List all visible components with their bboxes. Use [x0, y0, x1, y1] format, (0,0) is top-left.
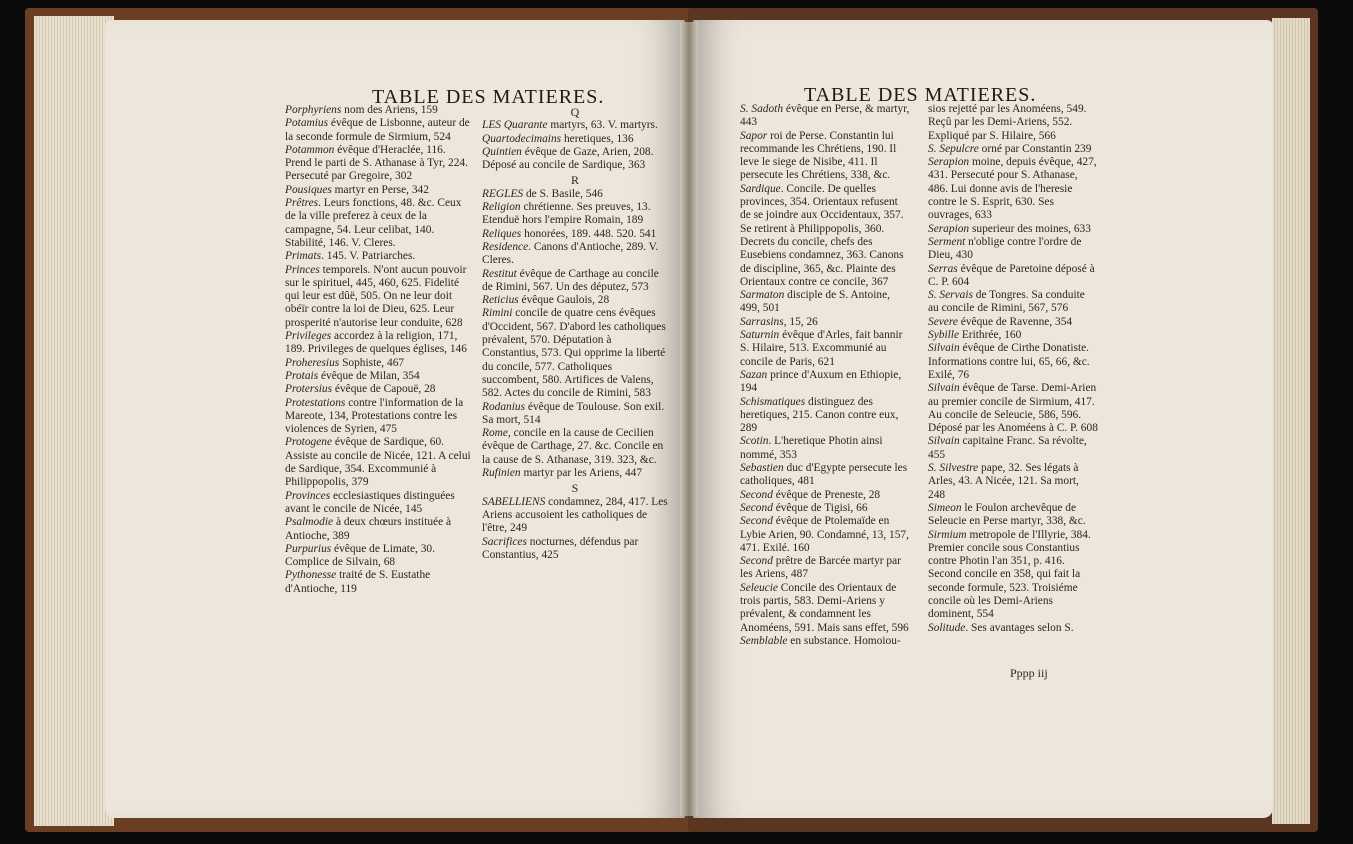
entry-keyword: Second	[740, 555, 773, 568]
left-column-1	[285, 104, 471, 596]
entry-keyword: LES Quarante	[482, 119, 548, 132]
page-edges-left	[34, 16, 114, 826]
entry-text: . L'heretique Photin ainsi nommé, 353	[740, 435, 883, 461]
entry-text: orné par Constantin 239	[978, 142, 1092, 155]
index-entry	[482, 401, 668, 428]
entry-text: . Leurs fonctions, 48. &c. Ceux de la ville preferez à ceux de la campagne, 54. Leur celibat, 140. Stabilité, 146. V. Cleres.	[285, 197, 462, 249]
index-entry	[928, 103, 1098, 143]
section-s-entries	[482, 496, 668, 562]
entry-text: martyrs, 63. V. martyrs.	[547, 119, 658, 132]
index-entry	[928, 236, 1098, 263]
entry-keyword: Potamius	[285, 117, 329, 130]
index-entry	[928, 502, 1098, 529]
entry-keyword: S. Silvestre	[928, 462, 979, 475]
entry-text: prince d'Auxum en Ethiopie, 194	[740, 368, 902, 395]
entry-text: . Ses avantages selon S.	[965, 621, 1074, 634]
entry-text: en substance. Homoiou-	[787, 634, 901, 647]
entry-keyword: Protestations	[285, 396, 346, 409]
book-gutter	[680, 22, 698, 816]
entry-keyword: Silvain	[928, 342, 960, 355]
entry-text: nom des Ariens, 159	[341, 104, 438, 116]
index-entry	[482, 241, 668, 268]
index-entry	[482, 201, 668, 228]
index-entry	[285, 397, 471, 437]
right-page-header: TABLE DES MATIERES.	[804, 84, 1037, 106]
entry-keyword: Sapor	[740, 129, 768, 142]
entry-keyword: Quartodecimains	[482, 132, 562, 145]
entry-text: condamnez, 284, 417. Les Ariens accusoient les catholiques de l'être, 249	[482, 495, 668, 535]
entry-keyword: Semblable	[740, 634, 788, 647]
entry-text: roi de Perse. Constantin lui recommande les Chrétiens, 190. Il leve le siege de Nisibe, 411. Il persecute les Chrétiens, 338, &c.	[740, 129, 897, 182]
entry-keyword: Porphyriens	[285, 104, 342, 116]
entry-text: ecclesiastiques distinguées avant le concile de Nicée, 145	[285, 489, 455, 515]
index-entry	[482, 467, 668, 480]
entry-text: de Tongres. Sa conduite au concile de Rimini, 567, 576	[928, 289, 1085, 315]
entry-keyword: Sirmium	[928, 528, 967, 541]
entry-keyword: Purpurius	[285, 542, 332, 555]
index-entry	[740, 635, 910, 648]
entry-text: évêque de Tarse. Demi-Arien au premier concile de Sirmium, 417. Au concile de Seleucie, 586, 596. Déposé par les Anoméens à C. P. 608	[928, 382, 1098, 435]
entry-keyword: Seleucie	[740, 581, 778, 594]
index-entry	[928, 342, 1098, 382]
entry-text: évêque en Perse, & martyr, 443	[740, 103, 910, 129]
entry-keyword: Serapion	[928, 156, 970, 169]
index-entry	[285, 569, 471, 596]
index-entry	[482, 427, 668, 467]
entry-text: concile de quatre cens évêques d'Occident, 567. D'abord les catholiques prévalent, 570. Députation à Constantius, 573. Qui opprime la liberté du concile, 577. Catholiques succombent, 580. Artifices de Valens, 582. Actes du concile de Rimini, 583	[482, 307, 666, 400]
entry-keyword: S. Servais	[928, 289, 973, 302]
entry-keyword: Pythonesse	[285, 569, 337, 582]
entry-text: n'oblige contre l'ordre de Dieu, 430	[928, 235, 1082, 262]
index-entry	[482, 307, 668, 400]
entry-text: . 145. V. Patriarches.	[321, 250, 416, 263]
index-entry	[740, 369, 910, 396]
entry-text: de S. Basile, 546	[523, 187, 603, 200]
right-column-1	[740, 103, 910, 648]
entry-keyword: Sardique	[740, 182, 781, 195]
index-entry	[285, 184, 471, 197]
entry-text: à deux chœurs instituée à Antioche, 389	[285, 516, 452, 542]
index-entry	[928, 435, 1098, 462]
section-letter-q: Q	[570, 105, 580, 119]
index-entry	[740, 329, 910, 369]
index-entry	[285, 490, 471, 517]
entry-keyword: Severe	[928, 315, 958, 328]
index-entry	[740, 435, 910, 462]
right-column-2	[928, 103, 1098, 635]
entry-keyword: Potammon	[285, 143, 335, 156]
entry-keyword: Serapion	[928, 222, 970, 235]
entry-keyword: Protogene	[285, 436, 333, 449]
entry-text: sios rejetté par les Anoméens, 549. Reçû par les Demi-Ariens, 552. Expliqué par S. Hilaire, 566	[928, 103, 1087, 142]
index-entry	[285, 250, 471, 263]
entry-keyword: SABELLIENS	[482, 495, 546, 508]
entry-text: capitaine Franc. Sa révolte, 455	[928, 435, 1087, 461]
index-entry	[740, 130, 910, 183]
entry-keyword: Primats	[285, 250, 322, 263]
entry-text: Sophiste, 467	[339, 356, 405, 369]
entry-text: , 15, 26	[783, 315, 818, 328]
index-entry	[928, 263, 1098, 290]
entry-text: évêque de Carthage au concile de Rimini, 567. Un des députez, 573	[482, 267, 659, 293]
entry-text: évêque de Toulouse. Son exil. Sa mort, 514	[482, 400, 665, 426]
index-entry	[928, 156, 1098, 222]
entry-text: le Foulon archevêque de Seleucie en Perse martyr, 338, &c.	[928, 501, 1086, 528]
entry-text: traité de S. Eustathe d'Antioche, 119	[285, 569, 431, 595]
entry-text: évêque de Limate, 30. Complice de Silvain, 68	[285, 542, 435, 569]
entry-keyword: Provinces	[285, 489, 331, 502]
entry-text: évêque de Capouë, 28	[332, 383, 436, 396]
entry-keyword: S. Sepulcre	[928, 142, 979, 155]
entry-keyword: Second	[740, 501, 773, 514]
index-entry	[285, 516, 471, 543]
entry-text: évêque de Tigisi, 66	[772, 501, 868, 514]
entry-text: évêque de Ravenne, 354	[957, 315, 1073, 328]
entry-text: honorées, 189. 448. 520. 541	[521, 227, 657, 240]
index-entry	[482, 228, 668, 241]
entry-keyword: Rufinien	[482, 467, 521, 480]
entry-keyword: Residence	[482, 240, 529, 253]
entry-keyword: Rimini	[482, 307, 513, 320]
index-entry	[740, 515, 910, 555]
index-entry	[928, 143, 1098, 156]
index-entry	[482, 146, 668, 173]
entry-text: prêtre de Barcée martyr par les Ariens, 487	[740, 555, 901, 581]
entry-keyword: Reliques	[482, 227, 522, 240]
entry-keyword: Reticius	[482, 294, 519, 307]
entry-text: metropole de l'Illyrie, 384. Premier concile sous Constantius contre Photin l'an 351, p. 416. Second concile en 358, qui fait la seconde formule, 523. Troisiéme concile où les Demi-Ariens dominent, 554	[928, 528, 1091, 621]
entry-text: évêque de Sardique, 60. Assiste au concile de Nicée, 121. A celui de Sardique, 354. Excommunié à Philippopolis, 379	[285, 436, 471, 489]
index-entry	[740, 462, 910, 489]
entry-keyword: Quintien	[482, 145, 522, 158]
index-entry	[740, 289, 910, 316]
index-entry	[928, 622, 1098, 635]
entry-text: évêque de Cirthe Donatiste. Informations contre lui, 65, 66, &c. Exilé, 76	[928, 342, 1090, 381]
section-letter-s: S	[571, 481, 579, 496]
entry-keyword: Privileges	[285, 330, 332, 343]
index-entry	[482, 133, 668, 146]
index-entry	[928, 329, 1098, 342]
entry-text: superieur des moines, 633	[969, 222, 1091, 235]
entry-keyword: Pousiques	[285, 183, 332, 196]
section-q-entries	[482, 119, 668, 172]
entry-text: martyr par les Ariens, 447	[520, 467, 643, 480]
index-entry	[928, 316, 1098, 329]
entry-text: . Canons d'Antioche, 289. V. Cleres.	[482, 240, 659, 267]
index-entry	[928, 529, 1098, 622]
index-entry	[740, 582, 910, 635]
entry-keyword: Scotin	[740, 435, 769, 448]
index-entry	[285, 330, 471, 357]
entry-text: Concile des Orientaux de trois partis, 583. Demi-Ariens y prévalent, & condamnent les Anoméens, 591. Mais sans effet, 596	[740, 581, 909, 634]
entry-text: évêque d'Arles, fait bannir S. Hilaire, 513. Excommunié au concile de Paris, 621	[740, 329, 903, 368]
entry-text: distinguez des heretiques, 215. Canon contre eux, 289	[740, 395, 899, 435]
index-entry	[482, 496, 668, 536]
index-entry	[285, 383, 471, 396]
index-entry	[285, 104, 471, 117]
section-letter-r: R	[570, 173, 579, 188]
index-entry	[928, 382, 1098, 435]
entry-keyword: Restitut	[482, 267, 517, 280]
index-entry	[285, 436, 471, 489]
index-entry	[928, 462, 1098, 502]
index-entry	[285, 357, 471, 370]
index-entry	[285, 144, 471, 184]
index-entry	[482, 119, 668, 132]
entry-keyword: Silvain	[928, 435, 960, 448]
entry-text: évêque de Preneste, 28	[772, 488, 881, 501]
entry-keyword: Second	[740, 488, 773, 501]
entry-text: évêque de Milan, 354	[318, 369, 420, 382]
entry-keyword: Rome	[482, 427, 508, 440]
entry-text: , concile en la cause de Cecilien évêque de Carthage, 27. &c. Concile en la cause de S. Athanase, 319. 323, &c.	[482, 427, 664, 466]
entry-text: chrétienne. Ses preuves, 13. Etenduë hors l'empire Romain, 189	[482, 201, 651, 227]
index-entry	[740, 183, 910, 289]
index-entry	[740, 103, 910, 130]
left-page-header: TABLE DES MATIERES.	[372, 86, 605, 108]
entry-keyword: Schismatiques	[740, 395, 806, 408]
entry-text: contre l'information de la Mareote, 134, Protestations contre les violences de Syrien, 475	[285, 396, 464, 436]
index-entry	[928, 289, 1098, 316]
entry-keyword: Sazan	[740, 368, 768, 381]
entry-text: pape, 32. Ses légats à Arles, 43. A Nicée, 121. Sa mort, 248	[928, 462, 1079, 501]
entry-text: martyr en Perse, 342	[331, 183, 429, 196]
index-entry	[482, 294, 668, 307]
entry-keyword: Serras	[928, 262, 958, 275]
entry-text: évêque de Ptolemaïde en Lybie Arien, 90. Condamné, 13, 157, 471. Exilé. 160	[740, 515, 909, 554]
entry-keyword: Saturnin	[740, 329, 780, 342]
entry-text: évêque de Gaze, Arien, 208. Déposé au concile de Sardique, 363	[482, 145, 654, 172]
entry-keyword: Silvain	[928, 382, 960, 395]
entry-text: évêque de Paretoine déposé à C. P. 604	[928, 262, 1095, 288]
entry-text: heretiques, 136	[561, 132, 634, 145]
entry-text: évêque d'Heraclée, 116. Prend le parti de S. Athanase à Tyr, 224. Persecuté par Gregoire, 302	[285, 143, 468, 183]
index-entry	[285, 264, 471, 330]
entry-keyword: Sybille	[928, 329, 959, 342]
entry-keyword: REGLES	[482, 187, 524, 200]
index-entry	[285, 117, 471, 144]
entry-text: accordez à la religion, 171, 189. Privileges de quelques églises, 146	[285, 330, 467, 356]
entry-keyword: Protersius	[285, 383, 333, 396]
index-entry	[740, 396, 910, 436]
entry-keyword: Psalmodie	[285, 516, 334, 529]
page-signature: Pppp iij	[1010, 666, 1048, 680]
entry-keyword: Religion	[482, 201, 521, 214]
entry-text: évêque Gaulois, 28	[518, 294, 610, 307]
index-entry	[740, 316, 910, 329]
index-entry	[482, 188, 668, 201]
index-entry	[482, 268, 668, 295]
entry-keyword: Simeon	[928, 501, 962, 514]
index-entry	[740, 555, 910, 582]
index-entry	[285, 543, 471, 570]
entry-text: temporels. N'ont aucun pouvoir sur le spirituel, 445, 460, 625. Fidelité qui leur est dûë, 505. On ne leur doit obéïr contre la loi de Dieu, 625. Leur prosperité n'autorise leur conduite, 628	[285, 263, 467, 329]
section-r-entries	[482, 188, 668, 481]
entry-keyword: S. Sadoth	[740, 103, 784, 115]
entry-keyword: Proheresius	[285, 356, 340, 369]
left-column-2	[482, 104, 668, 562]
index-entry	[740, 502, 910, 515]
page-edges-right	[1272, 18, 1310, 824]
entry-text: moine, depuis évêque, 427, 431. Persecuté pour S. Athanase, 486. Lui donne avis de l'heresie contre le S. Esprit, 630. Ses ouvrages, 633	[928, 156, 1097, 222]
entry-keyword: Rodanius	[482, 400, 526, 413]
entry-keyword: Prêtres	[285, 197, 319, 210]
entry-text: Erithrée, 160	[959, 329, 1022, 342]
entry-text: nocturnes, défendus par Constantius, 425	[482, 535, 639, 561]
entry-keyword: Second	[740, 515, 773, 528]
entry-text: disciple de S. Antoine, 499, 501	[740, 289, 890, 315]
index-entry	[285, 370, 471, 383]
entry-text: . Concile. De quelles provinces, 354. Orientaux refusent de se joindre aux Occidentaux, 357. Se retirent à Philippopolis, 360. Decrets du concile, chefs des Eusebiens condamnez, 363. Canons de discipline, 365, &c. Plainte des Orientaux contre ce concile, 367	[740, 182, 904, 288]
entry-keyword: Sebastien	[740, 462, 784, 475]
index-entry	[482, 536, 668, 563]
entry-keyword: Sarmaton	[740, 289, 785, 302]
entry-text: évêque de Lisbonne, auteur de la seconde formule de Sirmium, 524	[285, 117, 470, 143]
entry-keyword: Serment	[928, 235, 966, 248]
index-entry	[928, 223, 1098, 236]
index-entry	[740, 489, 910, 502]
entry-text: duc d'Egypte persecute les catholiques, 481	[740, 462, 908, 488]
entry-keyword: Protais	[285, 369, 319, 382]
entry-keyword: Sarrasins	[740, 315, 784, 328]
index-entry	[285, 197, 471, 250]
entry-keyword: Princes	[285, 263, 320, 276]
entry-keyword: Sacrifices	[482, 535, 527, 548]
entry-keyword: Solitude	[928, 621, 966, 634]
